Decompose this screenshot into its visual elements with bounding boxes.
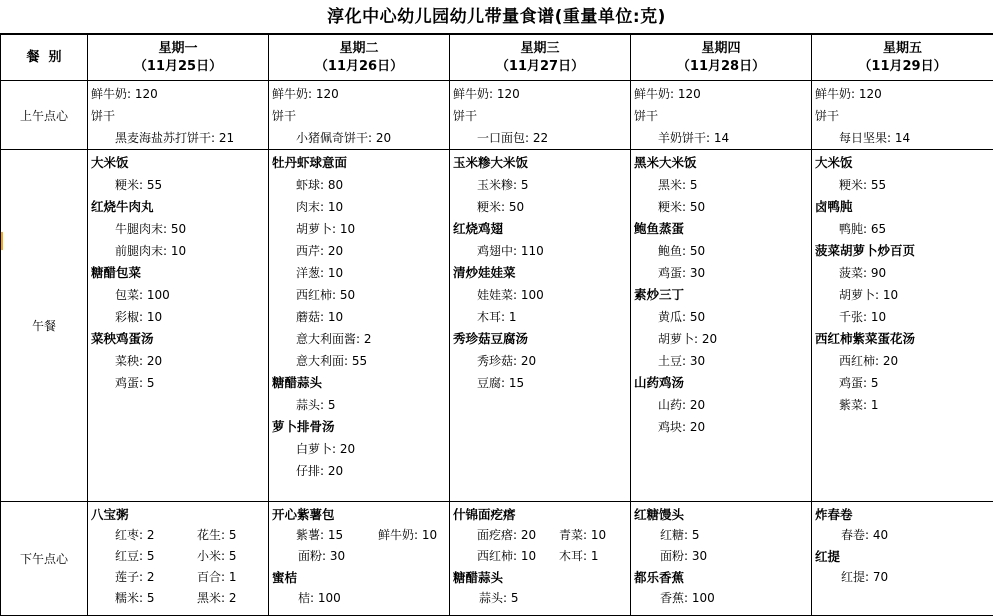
ingredient: 千张: 10 (815, 306, 990, 328)
ingredient: 粳米: 55 (815, 174, 990, 196)
ingredient: 鸡蛋: 5 (815, 372, 990, 394)
ingredient-pair (453, 546, 627, 567)
ingredient-pair (91, 546, 265, 567)
ingredient: 西红柿: 20 (815, 350, 990, 372)
lunch-cell-thu[interactable] (631, 150, 812, 502)
ingredient: 青菜: 10 (559, 525, 606, 546)
ingredient: 土豆: 30 (634, 350, 808, 372)
ingredient: 意大利面: 55 (272, 350, 446, 372)
ingredient: 菜秧: 20 (91, 350, 265, 372)
page-title: 淳化中心幼儿园幼儿带量食谱(重量单位:克) (0, 0, 993, 34)
ingredient: 面疙瘩: 20 (477, 525, 559, 546)
dish-name: 西红柿紫菜蛋花汤 (815, 328, 990, 350)
ingredient-pair (91, 567, 265, 588)
ingredient: 黑米: 2 (197, 588, 237, 609)
ingredient: 仔排: 20 (272, 460, 446, 482)
milk-item: 鲜牛奶: 120 (91, 83, 265, 105)
meal-label-afternoon[interactable]: 下午点心 (1, 502, 88, 616)
ingredient: 西芹: 20 (272, 240, 446, 262)
dish-name: 糖醋包菜 (91, 262, 265, 284)
ingredient-pair (91, 588, 265, 609)
menu-table (0, 34, 993, 616)
ingredient: 鸡块: 20 (634, 416, 808, 438)
lunch-cell-wed[interactable] (450, 150, 631, 502)
dish-name: 糖醋蒜头 (272, 372, 446, 394)
header-row (1, 35, 993, 81)
dish-name: 鲍鱼蒸蛋 (634, 218, 808, 240)
dish-name: 清炒娃娃菜 (453, 262, 627, 284)
snack-dish: 饼干 (272, 105, 446, 127)
ingredient: 意大利面酱: 2 (272, 328, 446, 350)
ingredient: 牛腿肉末: 50 (91, 218, 265, 240)
ingredient: 胡萝卜: 10 (272, 218, 446, 240)
lunch-cell-fri[interactable] (812, 150, 993, 502)
morning-cell-fri[interactable] (812, 81, 993, 150)
ingredient: 西红柿: 50 (272, 284, 446, 306)
dish-name: 什锦面疙瘩 (453, 504, 627, 525)
ingredient: 面粉: 30 (272, 546, 446, 567)
ingredient: 胡萝卜: 10 (815, 284, 990, 306)
snack-ingredient: 每日坚果: 14 (815, 127, 990, 149)
ingredient: 胡萝卜: 20 (634, 328, 808, 350)
ingredient: 蒜头: 5 (453, 588, 627, 609)
ingredient: 面粉: 30 (634, 546, 808, 567)
milk-item: 鲜牛奶: 120 (272, 83, 446, 105)
ingredient: 鲍鱼: 50 (634, 240, 808, 262)
day-name: 星期二 (269, 40, 449, 58)
ingredient: 红提: 70 (815, 567, 990, 588)
ingredient: 肉末: 10 (272, 196, 446, 218)
ingredient: 蒜头: 5 (272, 394, 446, 416)
milk-item: 鲜牛奶: 120 (815, 83, 990, 105)
ingredient: 蘑菇: 10 (272, 306, 446, 328)
dish-name: 大米饭 (91, 152, 265, 174)
ingredient: 鸡蛋: 5 (91, 372, 265, 394)
ingredient: 白萝卜: 20 (272, 438, 446, 460)
ingredient: 鸡蛋: 30 (634, 262, 808, 284)
morning-cell-wed[interactable] (450, 81, 631, 150)
morning-cell-mon[interactable] (88, 81, 269, 150)
ingredient: 黑米: 5 (634, 174, 808, 196)
ingredient-pair (91, 525, 265, 546)
dish-name: 红烧鸡翅 (453, 218, 627, 240)
day-header-mon[interactable] (88, 35, 269, 81)
dish-name: 糖醋蒜头 (453, 567, 627, 588)
dish-name: 素炒三丁 (634, 284, 808, 306)
ingredient: 紫薯: 15 (296, 525, 378, 546)
meal-label-lunch[interactable]: 午餐 (1, 150, 88, 502)
snack-ingredient: 黑麦海盐苏打饼干: 21 (91, 127, 265, 149)
day-header-wed[interactable] (450, 35, 631, 81)
ingredient: 糯米: 5 (115, 588, 197, 609)
ingredient: 香蕉: 100 (634, 588, 808, 609)
day-header-fri[interactable] (812, 35, 993, 81)
ingredient: 鸭肫: 65 (815, 218, 990, 240)
lunch-cell-tue[interactable] (269, 150, 450, 502)
dish-name: 牡丹虾球意面 (272, 152, 446, 174)
day-date: （11月28日） (631, 58, 811, 76)
dish-name: 蜜桔 (272, 567, 446, 588)
ingredient: 西红柿: 10 (477, 546, 559, 567)
ingredient: 菠菜: 90 (815, 262, 990, 284)
snack-ingredient: 小猪佩奇饼干: 20 (272, 127, 446, 149)
snack-dish: 饼干 (453, 105, 627, 127)
day-date: （11月27日） (450, 58, 630, 76)
afternoon-cell-wed[interactable] (450, 502, 631, 616)
day-date: （11月26日） (269, 58, 449, 76)
ingredient: 前腿肉末: 10 (91, 240, 265, 262)
snack-dish: 饼干 (634, 105, 808, 127)
ingredient: 山药: 20 (634, 394, 808, 416)
ingredient: 花生: 5 (197, 525, 237, 546)
ingredient: 莲子: 2 (115, 567, 197, 588)
ingredient: 百合: 1 (197, 567, 237, 588)
ingredient: 鲜牛奶: 10 (378, 525, 437, 546)
dish-name: 都乐香蕉 (634, 567, 808, 588)
day-name: 星期一 (88, 40, 268, 58)
morning-cell-tue[interactable] (269, 81, 450, 150)
dish-name: 八宝粥 (91, 504, 265, 525)
ingredient: 鸡翅中: 110 (453, 240, 627, 262)
ingredient: 紫菜: 1 (815, 394, 990, 416)
ingredient: 彩椒: 10 (91, 306, 265, 328)
dish-name: 萝卜排骨汤 (272, 416, 446, 438)
day-header-thu[interactable] (631, 35, 812, 81)
dish-name: 炸春卷 (815, 504, 990, 525)
dish-name: 红提 (815, 546, 990, 567)
afternoon-row (1, 502, 993, 616)
ingredient: 黄瓜: 50 (634, 306, 808, 328)
ingredient: 桔: 100 (272, 588, 446, 609)
lunch-row (1, 150, 993, 502)
dish-name: 菠菜胡萝卜炒百页 (815, 240, 990, 262)
afternoon-cell-fri[interactable] (812, 502, 993, 616)
snack-dish: 饼干 (815, 105, 990, 127)
snack-ingredient: 一口面包: 22 (453, 127, 627, 149)
meal-label-morning[interactable]: 上午点心 (1, 81, 88, 150)
ingredient: 娃娃菜: 100 (453, 284, 627, 306)
afternoon-cell-tue[interactable] (269, 502, 450, 616)
afternoon-cell-mon[interactable] (88, 502, 269, 616)
ingredient: 红枣: 2 (115, 525, 197, 546)
ingredient: 粳米: 50 (453, 196, 627, 218)
ingredient-pair (272, 525, 446, 546)
dish-name: 红糖馒头 (634, 504, 808, 525)
dish-name: 玉米糁大米饭 (453, 152, 627, 174)
morning-cell-thu[interactable] (631, 81, 812, 150)
ingredient: 红糖: 5 (634, 525, 808, 546)
dish-name: 开心紫薯包 (272, 504, 446, 525)
ingredient: 红豆: 5 (115, 546, 197, 567)
lunch-cell-mon[interactable] (88, 150, 269, 502)
ingredient: 小米: 5 (197, 546, 237, 567)
ingredient: 木耳: 1 (559, 546, 599, 567)
meal-column-header[interactable]: 餐 别 (1, 35, 88, 81)
dish-name: 卤鸭肫 (815, 196, 990, 218)
dish-name: 黑米大米饭 (634, 152, 808, 174)
ingredient: 玉米糁: 5 (453, 174, 627, 196)
ingredient: 春卷: 40 (815, 525, 990, 546)
dish-name: 大米饭 (815, 152, 990, 174)
dish-name: 山药鸡汤 (634, 372, 808, 394)
day-name: 星期五 (812, 40, 993, 58)
day-date: （11月29日） (812, 58, 993, 76)
dish-name: 秀珍菇豆腐汤 (453, 328, 627, 350)
ingredient-pair (453, 525, 627, 546)
ingredient: 包菜: 100 (91, 284, 265, 306)
ingredient: 粳米: 50 (634, 196, 808, 218)
ingredient: 木耳: 1 (453, 306, 627, 328)
snack-ingredient: 羊奶饼干: 14 (634, 127, 808, 149)
ingredient: 虾球: 80 (272, 174, 446, 196)
morning-row (1, 81, 993, 150)
milk-item: 鲜牛奶: 120 (634, 83, 808, 105)
milk-item: 鲜牛奶: 120 (453, 83, 627, 105)
ingredient: 豆腐: 15 (453, 372, 627, 394)
day-header-tue[interactable] (269, 35, 450, 81)
day-date: （11月25日） (88, 58, 268, 76)
dish-name: 菜秧鸡蛋汤 (91, 328, 265, 350)
dish-name: 红烧牛肉丸 (91, 196, 265, 218)
snack-dish: 饼干 (91, 105, 265, 127)
ingredient: 洋葱: 10 (272, 262, 446, 284)
ingredient: 粳米: 55 (91, 174, 265, 196)
day-name: 星期三 (450, 40, 630, 58)
ingredient: 秀珍菇: 20 (453, 350, 627, 372)
afternoon-cell-thu[interactable] (631, 502, 812, 616)
day-name: 星期四 (631, 40, 811, 58)
